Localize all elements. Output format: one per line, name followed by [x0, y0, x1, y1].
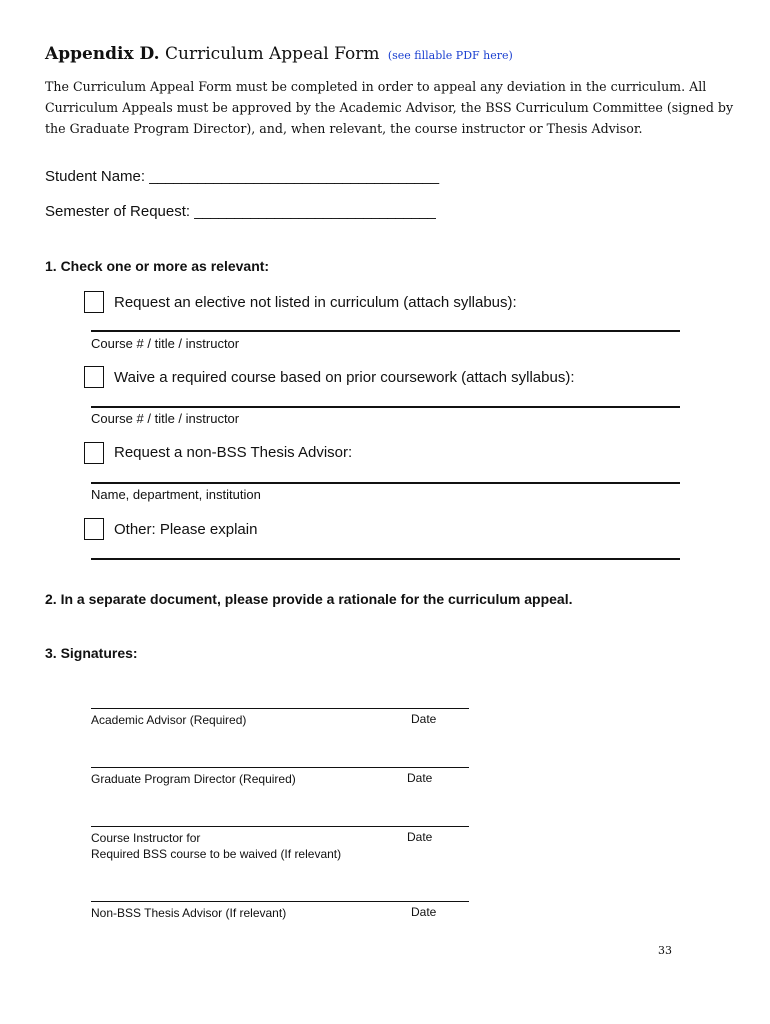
waive-course-answer-line[interactable]	[91, 406, 680, 408]
section-1-heading: 1. Check one or more as relevant:	[45, 258, 270, 274]
course-instructor-signature-line[interactable]	[91, 826, 469, 827]
other-answer-line[interactable]	[91, 558, 680, 560]
student-name-field[interactable]	[45, 168, 439, 185]
thesis-advisor-checkbox[interactable]	[84, 442, 104, 464]
section-2-heading: 2. In a separate document, please provide a rationale for the curriculum appeal.	[45, 591, 573, 607]
course-instructor-label-line2: Required BSS course to be waived (If relevant)	[91, 847, 342, 861]
semester-blank[interactable]: ______________________________	[194, 203, 436, 220]
thesis-advisor-caption: Name, department, institution	[91, 487, 261, 502]
program-director-label: Graduate Program Director (Required)	[91, 772, 296, 786]
elective-option-label: Request an elective not listed in curriculum (attach syllabus):	[114, 294, 517, 311]
waive-course-caption: Course # / title / instructor	[91, 411, 240, 426]
academic-advisor-date-label: Date	[411, 712, 437, 726]
thesis-advisor-signature-label: Non-BSS Thesis Advisor (If relevant)	[91, 906, 287, 920]
page-title	[45, 44, 513, 64]
form-title: Curriculum Appeal Form	[165, 44, 380, 64]
fillable-pdf-link[interactable]: (see fillable PDF here)	[387, 49, 513, 62]
program-director-signature-line[interactable]	[91, 767, 469, 768]
other-checkbox[interactable]	[84, 518, 104, 540]
thesis-advisor-date-label: Date	[411, 905, 437, 919]
program-director-date-label: Date	[407, 771, 433, 785]
appendix-label: Appendix D.	[45, 44, 160, 64]
academic-advisor-label: Academic Advisor (Required)	[91, 713, 247, 727]
thesis-advisor-signature-line[interactable]	[91, 901, 469, 902]
course-instructor-label	[91, 830, 341, 862]
intro-paragraph: The Curriculum Appeal Form must be completed in order to appeal any deviation in the curriculum. All Curriculum Appeals must be approved by the Academic Advisor, the BSS Curriculum Committee (signed by the Graduate Program Director), and, when relevant, the course instructor or Thesis Advisor.	[45, 79, 734, 136]
thesis-advisor-option-label: Request a non-BSS Thesis Advisor:	[114, 444, 353, 461]
page-number: 33	[658, 944, 672, 957]
section-3-heading: 3. Signatures:	[45, 645, 138, 661]
elective-answer-line[interactable]	[91, 330, 680, 332]
student-name-blank[interactable]: ____________________________________	[149, 168, 439, 185]
waive-course-checkbox[interactable]	[84, 366, 104, 388]
elective-caption: Course # / title / instructor	[91, 336, 240, 351]
course-instructor-date-label: Date	[407, 830, 433, 844]
waive-course-option-label: Waive a required course based on prior coursework (attach syllabus):	[114, 369, 575, 386]
elective-checkbox[interactable]	[84, 291, 104, 313]
other-option-label: Other: Please explain	[114, 521, 258, 538]
student-name-label: Student Name:	[45, 168, 146, 185]
course-instructor-label-line1: Course Instructor for	[91, 831, 201, 845]
semester-field[interactable]	[45, 203, 436, 220]
academic-advisor-signature-line[interactable]	[91, 708, 469, 709]
semester-label: Semester of Request:	[45, 203, 191, 220]
thesis-advisor-answer-line[interactable]	[91, 482, 680, 484]
